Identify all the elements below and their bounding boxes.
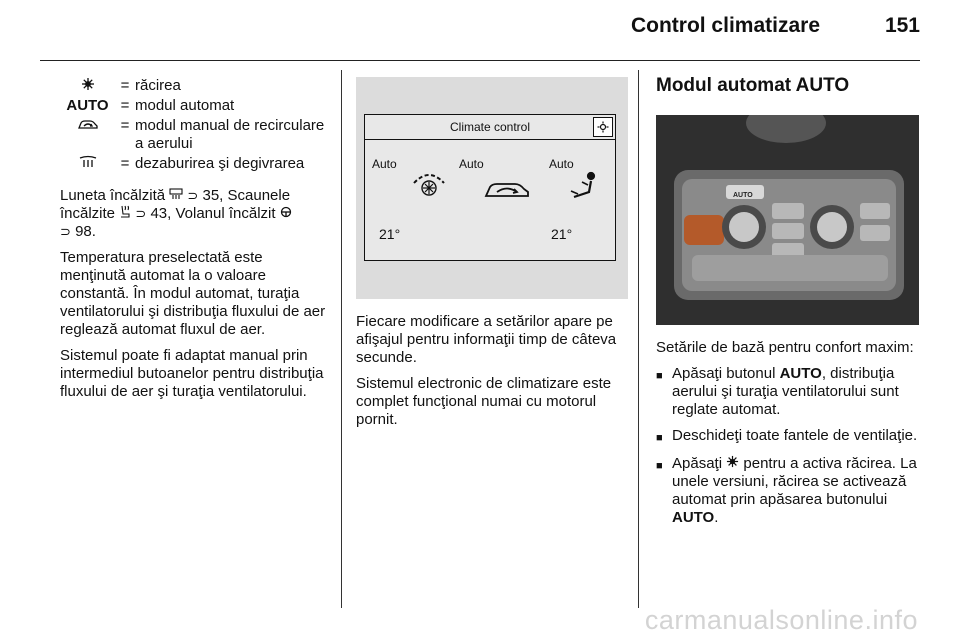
list-item	[656, 365, 926, 419]
display-title: Climate control	[365, 115, 615, 140]
symbol-legend	[60, 77, 328, 173]
column-3	[656, 77, 926, 535]
display-label-distribution-auto: Auto	[549, 157, 574, 171]
display-label-fan-auto: Auto	[372, 157, 397, 171]
legend-equals: =	[120, 97, 130, 114]
air-distribution-icon	[566, 171, 600, 210]
paragraph-comfort-settings: Setările de bază pentru confort maxim:	[656, 339, 914, 356]
page-ref-arrow-icon: ⊃	[60, 224, 71, 239]
snowflake-icon	[726, 455, 743, 472]
legend-equals: =	[120, 77, 130, 94]
legend-equals: =	[120, 155, 130, 172]
legend-desc-cooling: răcirea	[135, 77, 181, 94]
page-number: 151	[884, 14, 920, 37]
legend-row-recirculation	[60, 117, 328, 153]
bullet-text-bold: AUTO	[672, 509, 715, 526]
page-ref-arrow-icon: ⊃	[135, 206, 147, 221]
text-heated-seats: 35, Scaunele încălzite	[60, 187, 291, 222]
bullet-list	[656, 365, 926, 527]
legend-desc-defog: dezaburirea şi degivrarea	[135, 155, 305, 172]
page-ref-arrow-icon: ⊃	[187, 188, 199, 203]
bullet-text: Apăsaţi	[672, 455, 723, 472]
paragraph-preset-temperature: Temperatura preselectată este menţinută automat la o valoare constantă. În modul automat, turaţia ventilatorului şi distribuţia fluxului de aer reglează automat fluxul de aer.	[60, 249, 326, 338]
paragraph-info-display: Fiecare modificare a setărilor apare pe afişajul pentru informaţii timp de câteva secunde.	[356, 313, 617, 366]
legend-desc-auto: modul automat	[135, 97, 235, 114]
bullet-square-icon: ■	[656, 370, 663, 382]
legend-desc-recirculation: modul manual de recirculare a aerului	[135, 117, 325, 152]
bullet-square-icon: ■	[656, 432, 663, 444]
section-heading: Modul automat AUTO	[656, 75, 850, 96]
air-recirculation-car-icon	[483, 179, 531, 206]
paragraph-manual-adjust: Sistemul poate fi adaptat manual prin intermediul butoanelor pentru distribuţia fluxului de aer şi turaţia ventilatorului.	[60, 347, 324, 400]
paragraph-heated-features	[60, 187, 328, 241]
photo-auto-button-label: AUTO	[733, 192, 753, 199]
heated-steering-wheel-icon	[280, 205, 292, 222]
display-temp-right: 21°	[551, 226, 573, 242]
fan-speed-icon	[409, 169, 449, 204]
bullet-text: , distribuţia aerului şi turaţia ventilatorului sunt reglate automat.	[672, 365, 899, 418]
heated-seat-icon	[119, 205, 135, 222]
display-temp-left: 21°	[379, 226, 401, 242]
list-item	[656, 455, 926, 527]
defog-icon	[60, 155, 115, 169]
climate-panel-drawing	[656, 115, 919, 325]
recirculation-icon	[60, 117, 115, 131]
climate-display-illustration	[356, 77, 628, 299]
snowflake-icon	[60, 77, 115, 91]
legend-row-cooling	[60, 77, 328, 95]
legend-row-auto	[60, 97, 328, 115]
climate-display-screen	[364, 114, 616, 261]
text-page-98: 98.	[75, 223, 96, 240]
text-heated-steering: 43, Volanul încălzit	[150, 205, 276, 222]
column-divider-2	[638, 70, 639, 608]
bullet-text: Apăsaţi butonul	[672, 365, 780, 382]
list-item	[656, 427, 926, 447]
bullet-square-icon: ■	[656, 460, 663, 472]
column-1	[60, 77, 328, 409]
settings-icon	[593, 117, 613, 137]
bullet-text: .	[714, 509, 719, 526]
legend-row-defog	[60, 155, 328, 173]
legend-symbol-auto: AUTO	[66, 97, 109, 114]
heated-rear-window-icon	[169, 187, 187, 204]
legend-equals: =	[120, 117, 130, 134]
paragraph-engine-running: Sistemul electronic de climatizare este complet funcţional numai cu motorul pornit.	[356, 375, 612, 428]
column-divider-1	[341, 70, 342, 608]
header-divider	[40, 60, 920, 61]
bullet-text: Deschideţi toate fantele de ventilaţie.	[672, 427, 918, 444]
climate-panel-photo	[656, 115, 919, 325]
column-2	[356, 77, 628, 437]
bullet-text-bold: AUTO	[779, 365, 822, 382]
page-header-title: Control climatizare	[630, 14, 820, 37]
bullet-text: pentru a activa răcirea. La unele versiuni, răcirea se activează automat prin apăsarea butonului	[672, 455, 917, 508]
display-label-air-auto: Auto	[459, 157, 484, 171]
text-heated-rear-window: Luneta încălzită	[60, 187, 166, 204]
watermark: carmanualsonline.info	[644, 605, 918, 635]
